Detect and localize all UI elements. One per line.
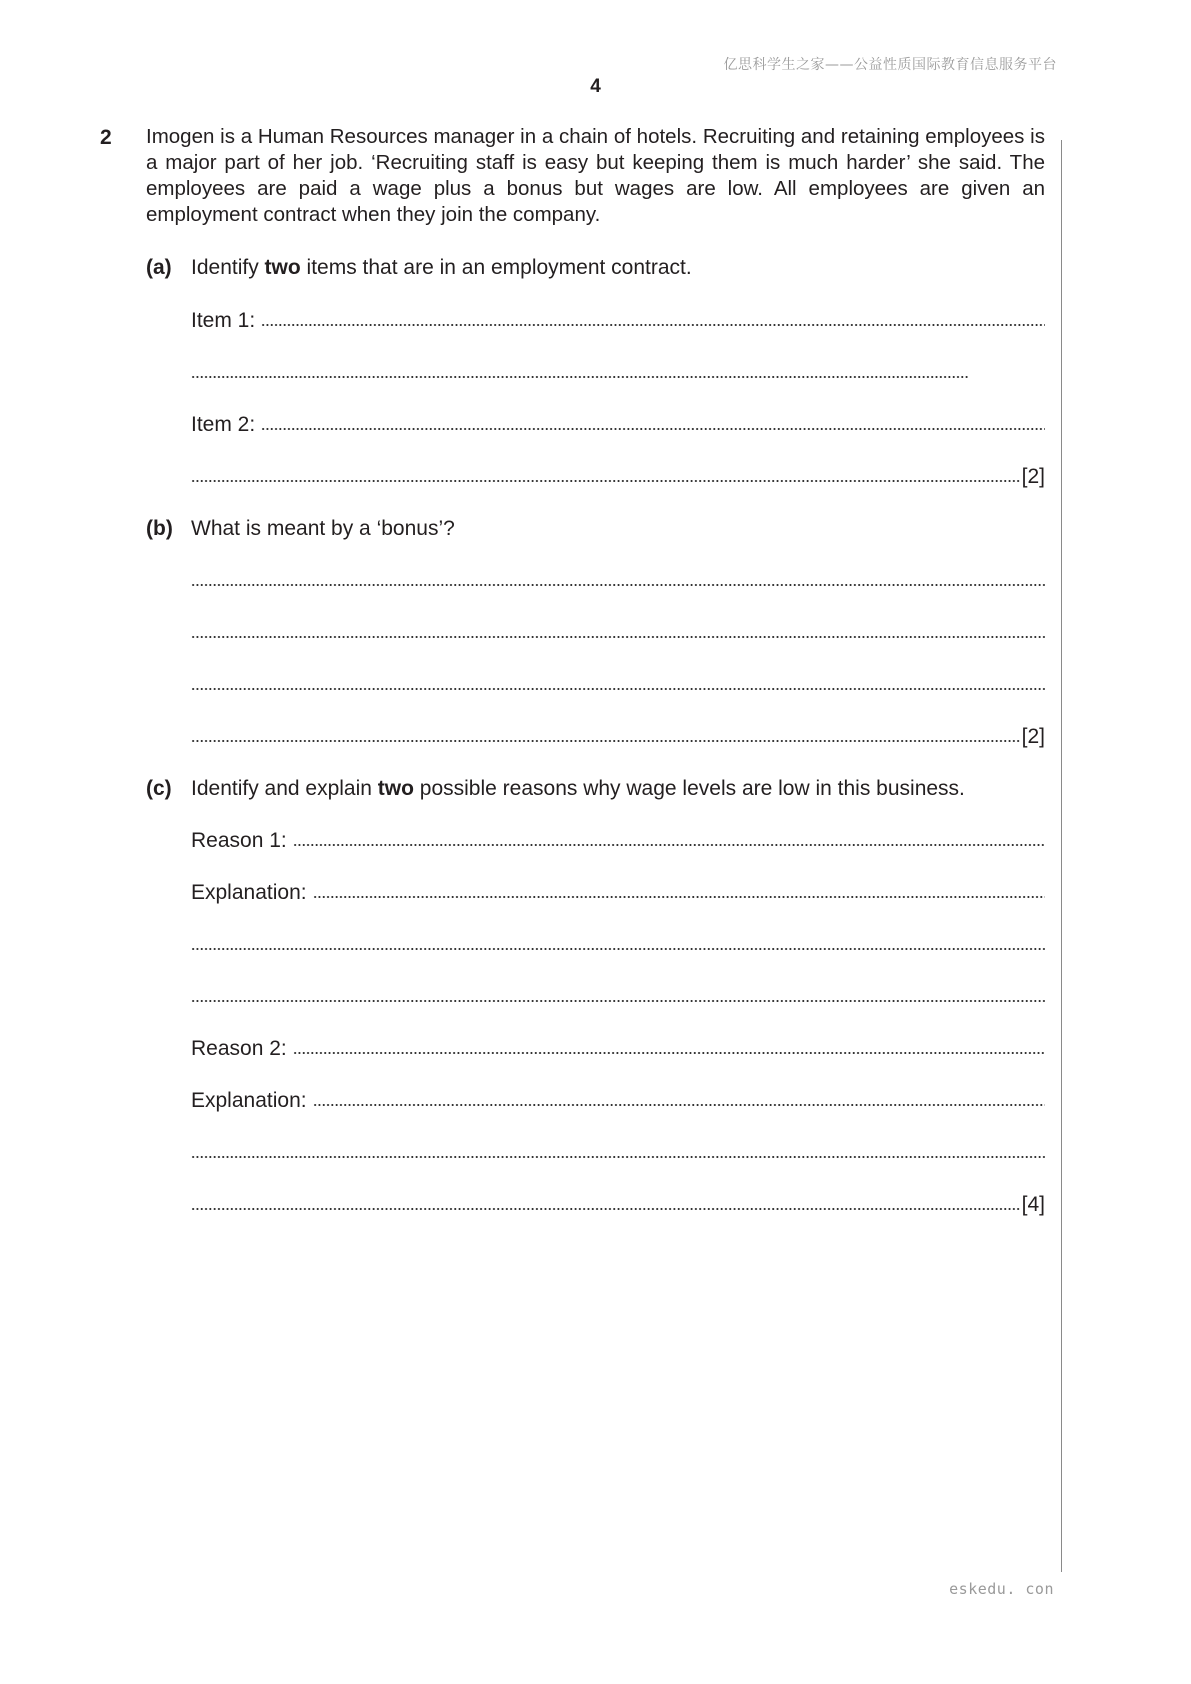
dotted-line — [191, 1141, 1045, 1161]
part-c-marks: [4] — [1021, 1193, 1045, 1216]
answer-line-reason-2[interactable] — [191, 1037, 1045, 1063]
answer-line-item-1-continued[interactable] — [191, 361, 1045, 387]
reason-1-label: Reason 1: — [191, 829, 287, 852]
header-watermark: 亿思科学生之家——公益性质国际教育信息服务平台 — [723, 57, 1057, 73]
part-c-question: Identify and explain two possible reasons why wage levels are low in this business. — [191, 777, 965, 800]
answer-line-b-1[interactable] — [191, 569, 1045, 595]
part-a-question: Identify two items that are in an employment contract. — [191, 256, 692, 279]
answer-line-explanation-1-continued[interactable] — [191, 933, 1045, 959]
answer-line-explanation-2-continued[interactable] — [191, 1141, 1045, 1167]
part-b-question: What is meant by a ‘bonus’? — [191, 517, 455, 540]
dotted-line — [261, 413, 1045, 433]
dotted-line — [191, 673, 1045, 693]
item-2-label: Item 2: — [191, 413, 256, 436]
footer-watermark: eskedu. con — [949, 1580, 1054, 1598]
answer-line-explanation-1[interactable] — [191, 881, 1045, 907]
dotted-line — [313, 1089, 1045, 1109]
question-stem: Imogen is a Human Resources manager in a chain of hotels. Recruiting and retaining employees is a major part of her job. ‘Recruiting staff is easy but keeping them is much harder’ she said. The employees are paid a wage plus a bonus but wages are low. All employees are given an employment contract when they join the company. — [146, 125, 1045, 226]
part-a-label: (a) — [146, 256, 172, 279]
dotted-line — [191, 985, 1045, 1005]
dotted-line — [191, 725, 1020, 745]
answer-line-reason-1[interactable] — [191, 829, 1045, 855]
answer-line-b-2[interactable] — [191, 621, 1045, 647]
page-number: 4 — [590, 76, 601, 97]
dotted-line — [191, 933, 1045, 953]
part-b-marks: [2] — [1021, 725, 1045, 748]
answer-line-b-4[interactable] — [191, 725, 1045, 751]
explanation-1-label: Explanation: — [191, 881, 307, 904]
answer-line-b-3[interactable] — [191, 673, 1045, 699]
dotted-line — [293, 829, 1045, 849]
dotted-line — [313, 881, 1045, 901]
dotted-line — [191, 1193, 1020, 1213]
explanation-2-label: Explanation: — [191, 1089, 307, 1112]
dotted-line — [293, 1037, 1045, 1057]
dotted-line — [191, 621, 1045, 641]
answer-line-explanation-2-continued-2[interactable] — [191, 1193, 1045, 1219]
answer-line-item-2-continued[interactable] — [191, 465, 1045, 491]
reason-2-label: Reason 2: — [191, 1037, 287, 1060]
answer-line-explanation-2[interactable] — [191, 1089, 1045, 1115]
answer-line-item-1[interactable] — [191, 309, 1045, 335]
dotted-line — [191, 465, 1020, 485]
question-number: 2 — [100, 126, 112, 149]
item-1-label: Item 1: — [191, 309, 256, 332]
answer-line-explanation-1-continued-2[interactable] — [191, 985, 1045, 1011]
answer-line-item-2[interactable] — [191, 413, 1045, 439]
part-c-label: (c) — [146, 777, 172, 800]
part-a-marks: [2] — [1021, 465, 1045, 488]
dotted-line — [191, 361, 968, 381]
part-b-label: (b) — [146, 517, 173, 540]
dotted-line — [261, 309, 1045, 329]
margin-line — [1061, 140, 1062, 1572]
dotted-line — [191, 569, 1045, 589]
